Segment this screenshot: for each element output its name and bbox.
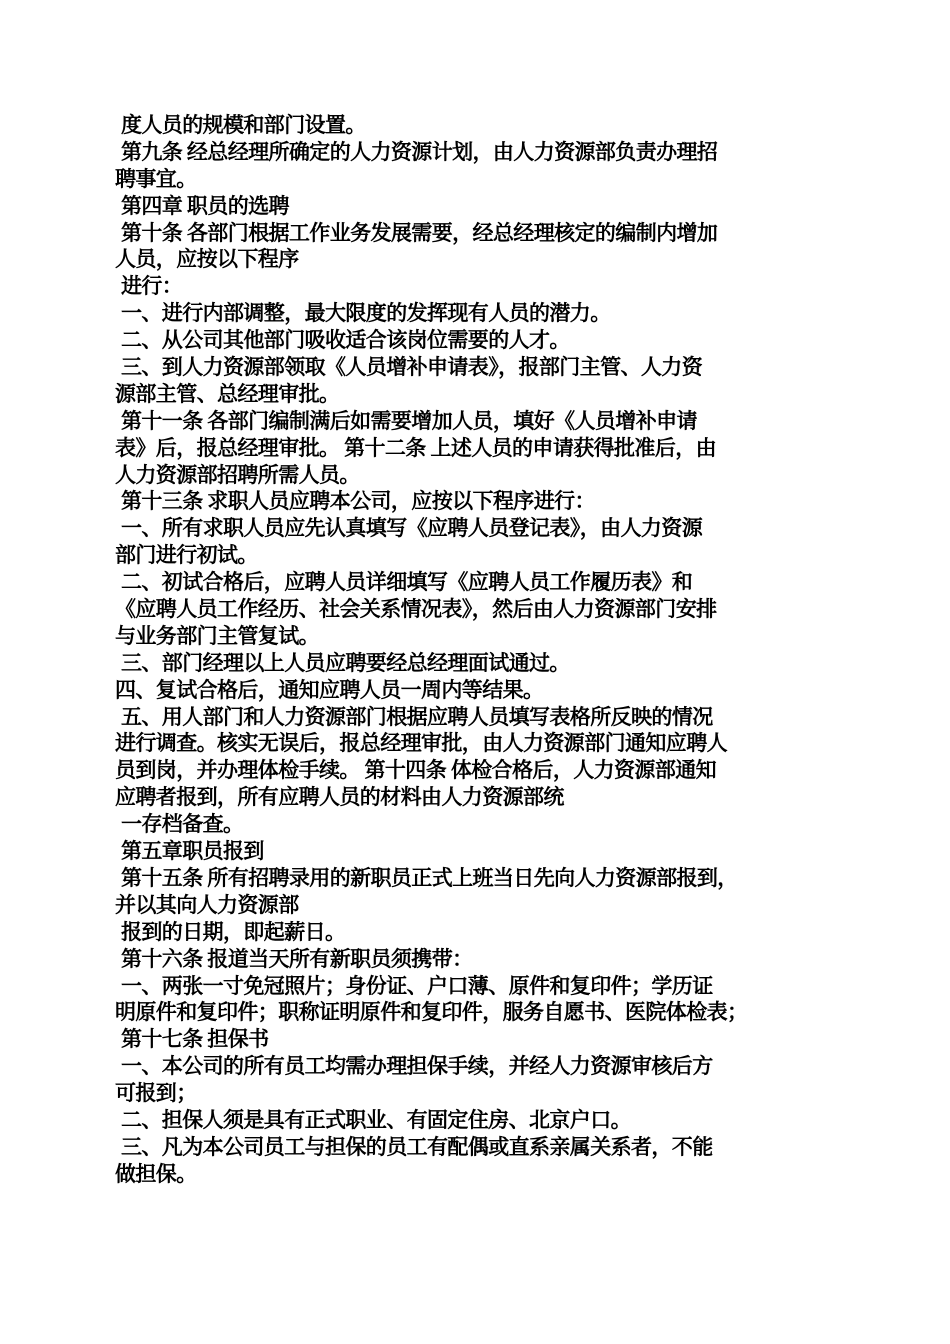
text-line: 四、复试合格后，通知应聘人员一周内等结果。 [115,677,544,702]
text-line: 应聘者报到，所有应聘人员的材料由人力资源部统 [115,785,564,810]
text-line: 可报到； [115,1081,197,1106]
text-line: 一、进行内部调整，最大限度的发挥现有人员的潜力。 [121,301,611,326]
text-line: 并以其向人力资源部 [115,892,299,917]
text-line: 报到的日期，即起薪日。 [121,919,346,944]
text-line: 三、部门经理以上人员应聘要经总经理面试通过。 [121,650,570,675]
text-line: 第十六条 报道当天所有新职员须携带： [121,946,473,971]
text-line: 聘事宜。 [115,166,197,191]
text-line: 第九条 经总经理所确定的人力资源计划，由人力资源部负责办理招 [121,139,718,164]
text-line: 二、从公司其他部门吸收适合该岗位需要的人才。 [121,328,570,353]
document-body [115,112,845,1188]
text-line: 员到岗，并办理体检手续。 第十四条 体检合格后，人力资源部通知 [115,758,717,783]
text-line: 做担保。 [115,1161,197,1186]
text-line: 第十一条 各部门编制满后如需要增加人员，填好《人员增补申请 [121,408,697,433]
text-line: 二、初试合格后，应聘人员详细填写《应聘人员工作履历表》和 [121,570,693,595]
text-line: 进行： [121,274,183,299]
text-line: 第十条 各部门根据工作业务发展需要，经总经理核定的编制内增加 [121,220,718,245]
text-line: 进行调查。核实无误后，报总经理审批，由人力资源部门通知应聘人 [115,731,727,756]
text-line: 度人员的规模和部门设置。 [121,113,366,137]
text-line: 第十七条 担保书 [121,1027,269,1052]
text-line: 第十五条 所有招聘录用的新职员正式上班当日先向人力资源部报到， [121,865,738,890]
text-line: 部门进行初试。 [115,543,258,568]
text-line: 与业务部门主管复试。 [115,623,319,648]
text-line: 《应聘人员工作经历、社会关系情况表》，然后由人力资源部门安排 [115,597,717,622]
text-line: 第四章 职员的选聘 [121,193,289,218]
text-line: 第十三条 求职人员应聘本公司，应按以下程序进行： [121,489,595,514]
text-line: 一、两张一寸免冠照片；身份证、户口薄、原件和复印件；学历证 [121,973,713,998]
text-line: 明原件和复印件；职称证明原件和复印件，服务自愿书、医院体检表； [115,1000,748,1025]
text-line: 人员，应按以下程序 [115,247,299,272]
text-line: 一、本公司的所有员工均需办理担保手续，并经人力资源审核后方 [121,1054,713,1079]
text-line: 三、到人力资源部领取《人员增补申请表》，报部门主管、人力资 [121,355,703,380]
text-line: 第五章职员报到 [121,839,264,864]
text-line: 一存档备查。 [121,812,244,837]
text-line: 二、担保人须是具有正式职业、有固定住房、北京户口。 [121,1107,631,1132]
text-line: 人力资源部招聘所需人员。 [115,462,360,487]
text-line: 表》后，报总经理审批。 第十二条 上述人员的申请获得批准后，由 [115,435,717,460]
text-line: 三、凡为本公司员工与担保的员工有配偶或直系亲属关系者，不能 [121,1134,713,1159]
text-line: 五、用人部门和人力资源部门根据应聘人员填写表格所反映的情况 [121,704,713,729]
text-line: 源部主管、总经理审批。 [115,381,340,406]
text-line: 一、所有求职人员应先认真填写《应聘人员登记表》，由人力资源 [121,516,703,541]
